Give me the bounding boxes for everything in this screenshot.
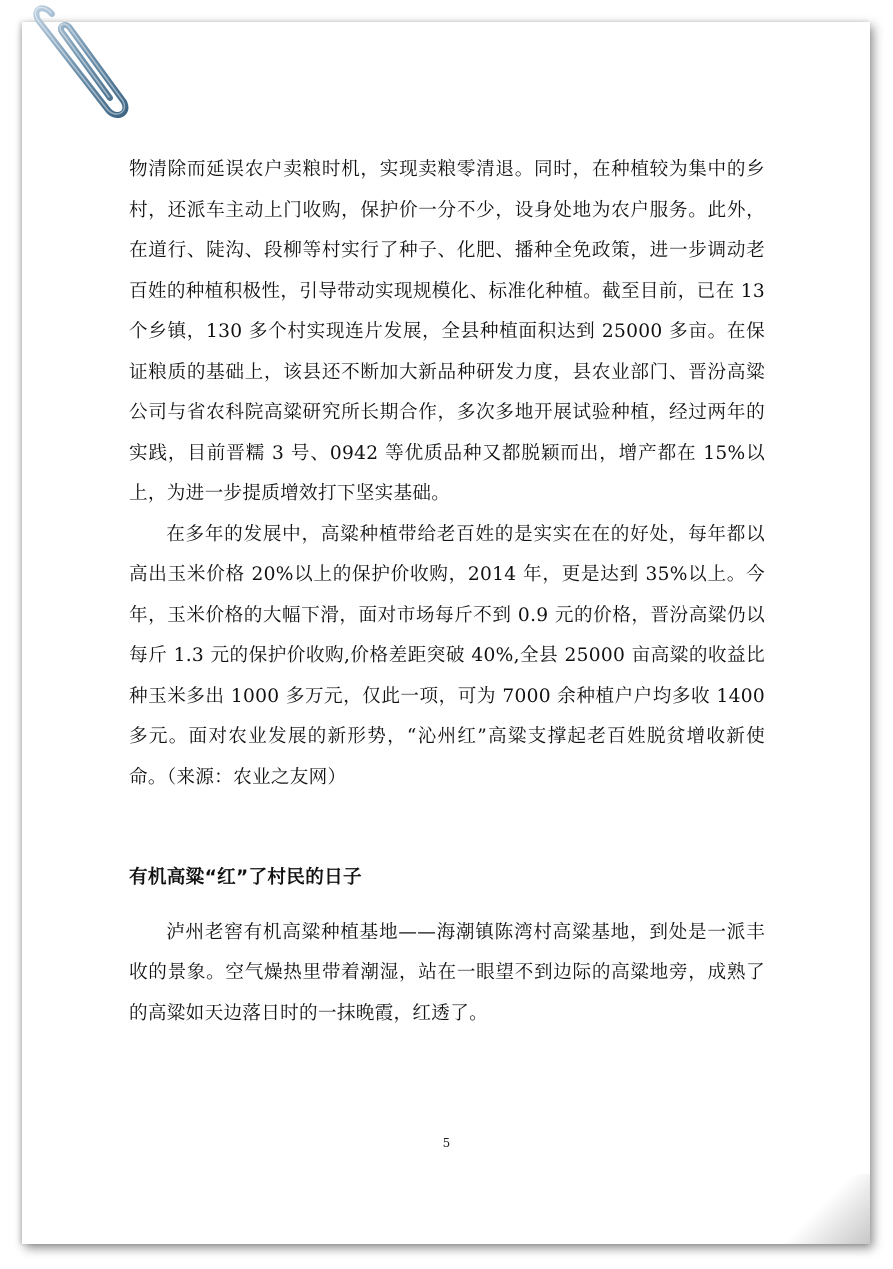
document-body bbox=[129, 150, 765, 1034]
page-number: 5 bbox=[442, 1136, 451, 1150]
paragraph-3: 泸州老窖有机高粱种植基地——海潮镇陈湾村高粱基地，到处是一派丰收的景象。空气燥热里带着潮湿，站在一眼望不到边际的高粱地旁，成熟了的高粱如天边落日时的一抹晚霞，红透了。 bbox=[129, 921, 765, 1024]
paragraph-2: 在多年的发展中，高粱种植带给老百姓的是实实在在的好处，每年都以高出玉米价格 20%以上的保护价收购，2014 年，更是达到 35%以上。今年，玉米价格的大幅下滑，面对市场每斤不到 0.9 元的价格，晋汾高粱仍以每斤 1.3 元的保护价收购,价格差距突破 40%,全县 25000 亩高粱的收益比种玉米多出 1000 多万元，仅此一项，可为 7000 余种植户户均多收 1400 多元。面对农业发展的新形势，“沁州红”高粱支撑起老百姓脱贫增收新使命。（来源：农业之友网） bbox=[129, 523, 765, 788]
section-title: 有机高粱“红”了村民的日子 bbox=[129, 867, 362, 888]
paragraph-1: 物清除而延误农户卖粮时机，实现卖粮零清退。同时，在种植较为集中的乡村，还派车主动上门收购，保护价一分不少，设身处地为农户服务。此外，在道行、陡沟、段柳等村实行了种子、化肥、播种全免政策，进一步调动老百姓的种植积极性，引导带动实现规模化、标准化种植。截至目前，已在 13 个乡镇，130 多个村实现连片发展，全县种植面积达到 25000 多亩。在保证粮质的基础上，该县还不断加大新品种研发力度，县农业部门、晋汾高粱公司与省农科院高粱研究所长期合作，多次多地开展试验种植，经过两年的实践，目前晋糯 3 号、0942 等优质品种又都脱颖而出，增产都在 15%以上，为进一步提质增效打下坚实基础。 bbox=[129, 159, 765, 504]
paperclip-icon bbox=[30, 0, 140, 130]
